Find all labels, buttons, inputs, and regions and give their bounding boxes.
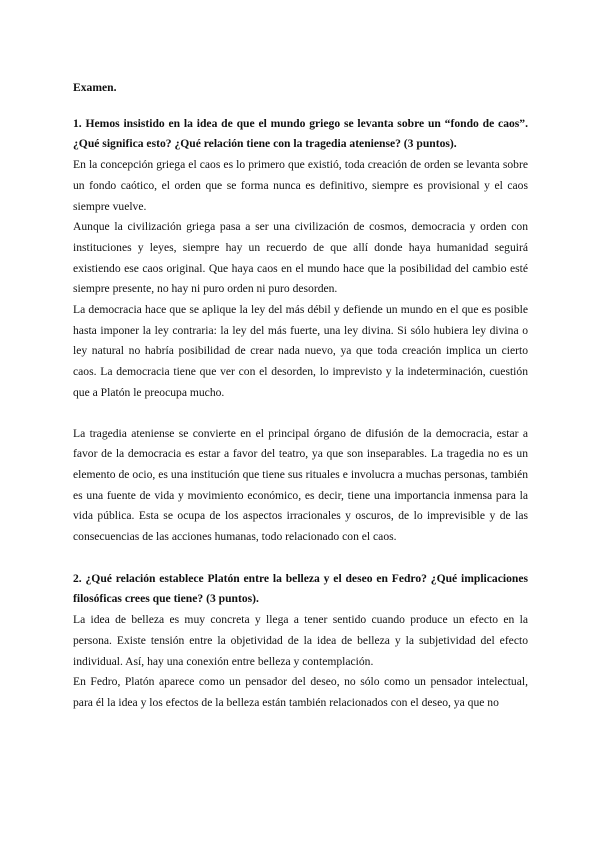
exam-title: Examen. — [73, 81, 117, 94]
question-1-heading: 1. Hemos insistido en la idea de que el mundo griego se levanta sobre un “fondo de caos”. ¿Qué significa esto? ¿Qué relación tiene con la tragedia ateniense? (3 puntos). — [73, 116, 528, 151]
paragraph-spacer — [73, 404, 528, 424]
question-1-paragraph-3: La democracia hace que se aplique la ley del más débil y defiende un mundo en el que es posible hasta imponer la ley contraria: la ley del más fuerte, una ley divina. Si sólo hubiera ley divina o ley natural no habría posibilidad de crear nada nuevo, ya que toda creación implica un cierto caos. La democracia tiene que ver con el desorden, lo imprevisto y la indeterminación, cuestión que a Platón le preocupa mucho. — [73, 303, 528, 399]
question-1-paragraph-1: En la concepción griega el caos es lo primero que existió, toda creación de orden se levanta sobre un fondo caótico, el orden que se forma nunca es definitivo, siempre es provisional y el caos siempre vuelve. — [73, 158, 528, 213]
question-2-heading: 2. ¿Qué relación establece Platón entre la belleza y el deseo en Fedro? ¿Qué implicaciones filosóficas crees que tiene? (3 puntos). — [73, 571, 528, 606]
question-2-paragraph-1: La idea de belleza es muy concreta y llega a tener sentido cuando produce un efecto en la persona. Existe tensión entre la objetividad de la idea de belleza y la subjetividad del efecto individual. Así, hay una conexión entre belleza y contemplación. — [73, 613, 528, 668]
question-1-paragraph-4: La tragedia ateniense se convierte en el principal órgano de difusión de la democracia, estar a favor de la democracia es estar a favor del teatro, ya que son inseparables. La tragedia no es un elemento de ocio, es una institución que tiene sus rituales e involucra a muchas personas, también es una fuente de vida y movimiento económico, es decir, tiene una importancia inmensa para la vida pública. Esta se ocupa de los aspectos irracionales y oscuros, de lo imprevisible y de las consecuencias de las acciones humanas, todo relacionado con el caos. — [73, 426, 528, 544]
question-2-paragraph-2: En Fedro, Platón aparece como un pensador del deseo, no sólo como un pensador intelectual, para él la idea y los efectos de la belleza están también relacionados con el deseo, ya que no — [73, 675, 528, 709]
question-1-paragraph-2: Aunque la civilización griega pasa a ser una civilización de cosmos, democracia y orden con instituciones y leyes, siempre hay un recuerdo de que allí donde haya humanidad seguirá existiendo ese caos original. Que haya caos en el mundo hace que la posibilidad del cambio esté siempre presente, no hay ni puro orden ni puro desorden. — [73, 220, 528, 296]
